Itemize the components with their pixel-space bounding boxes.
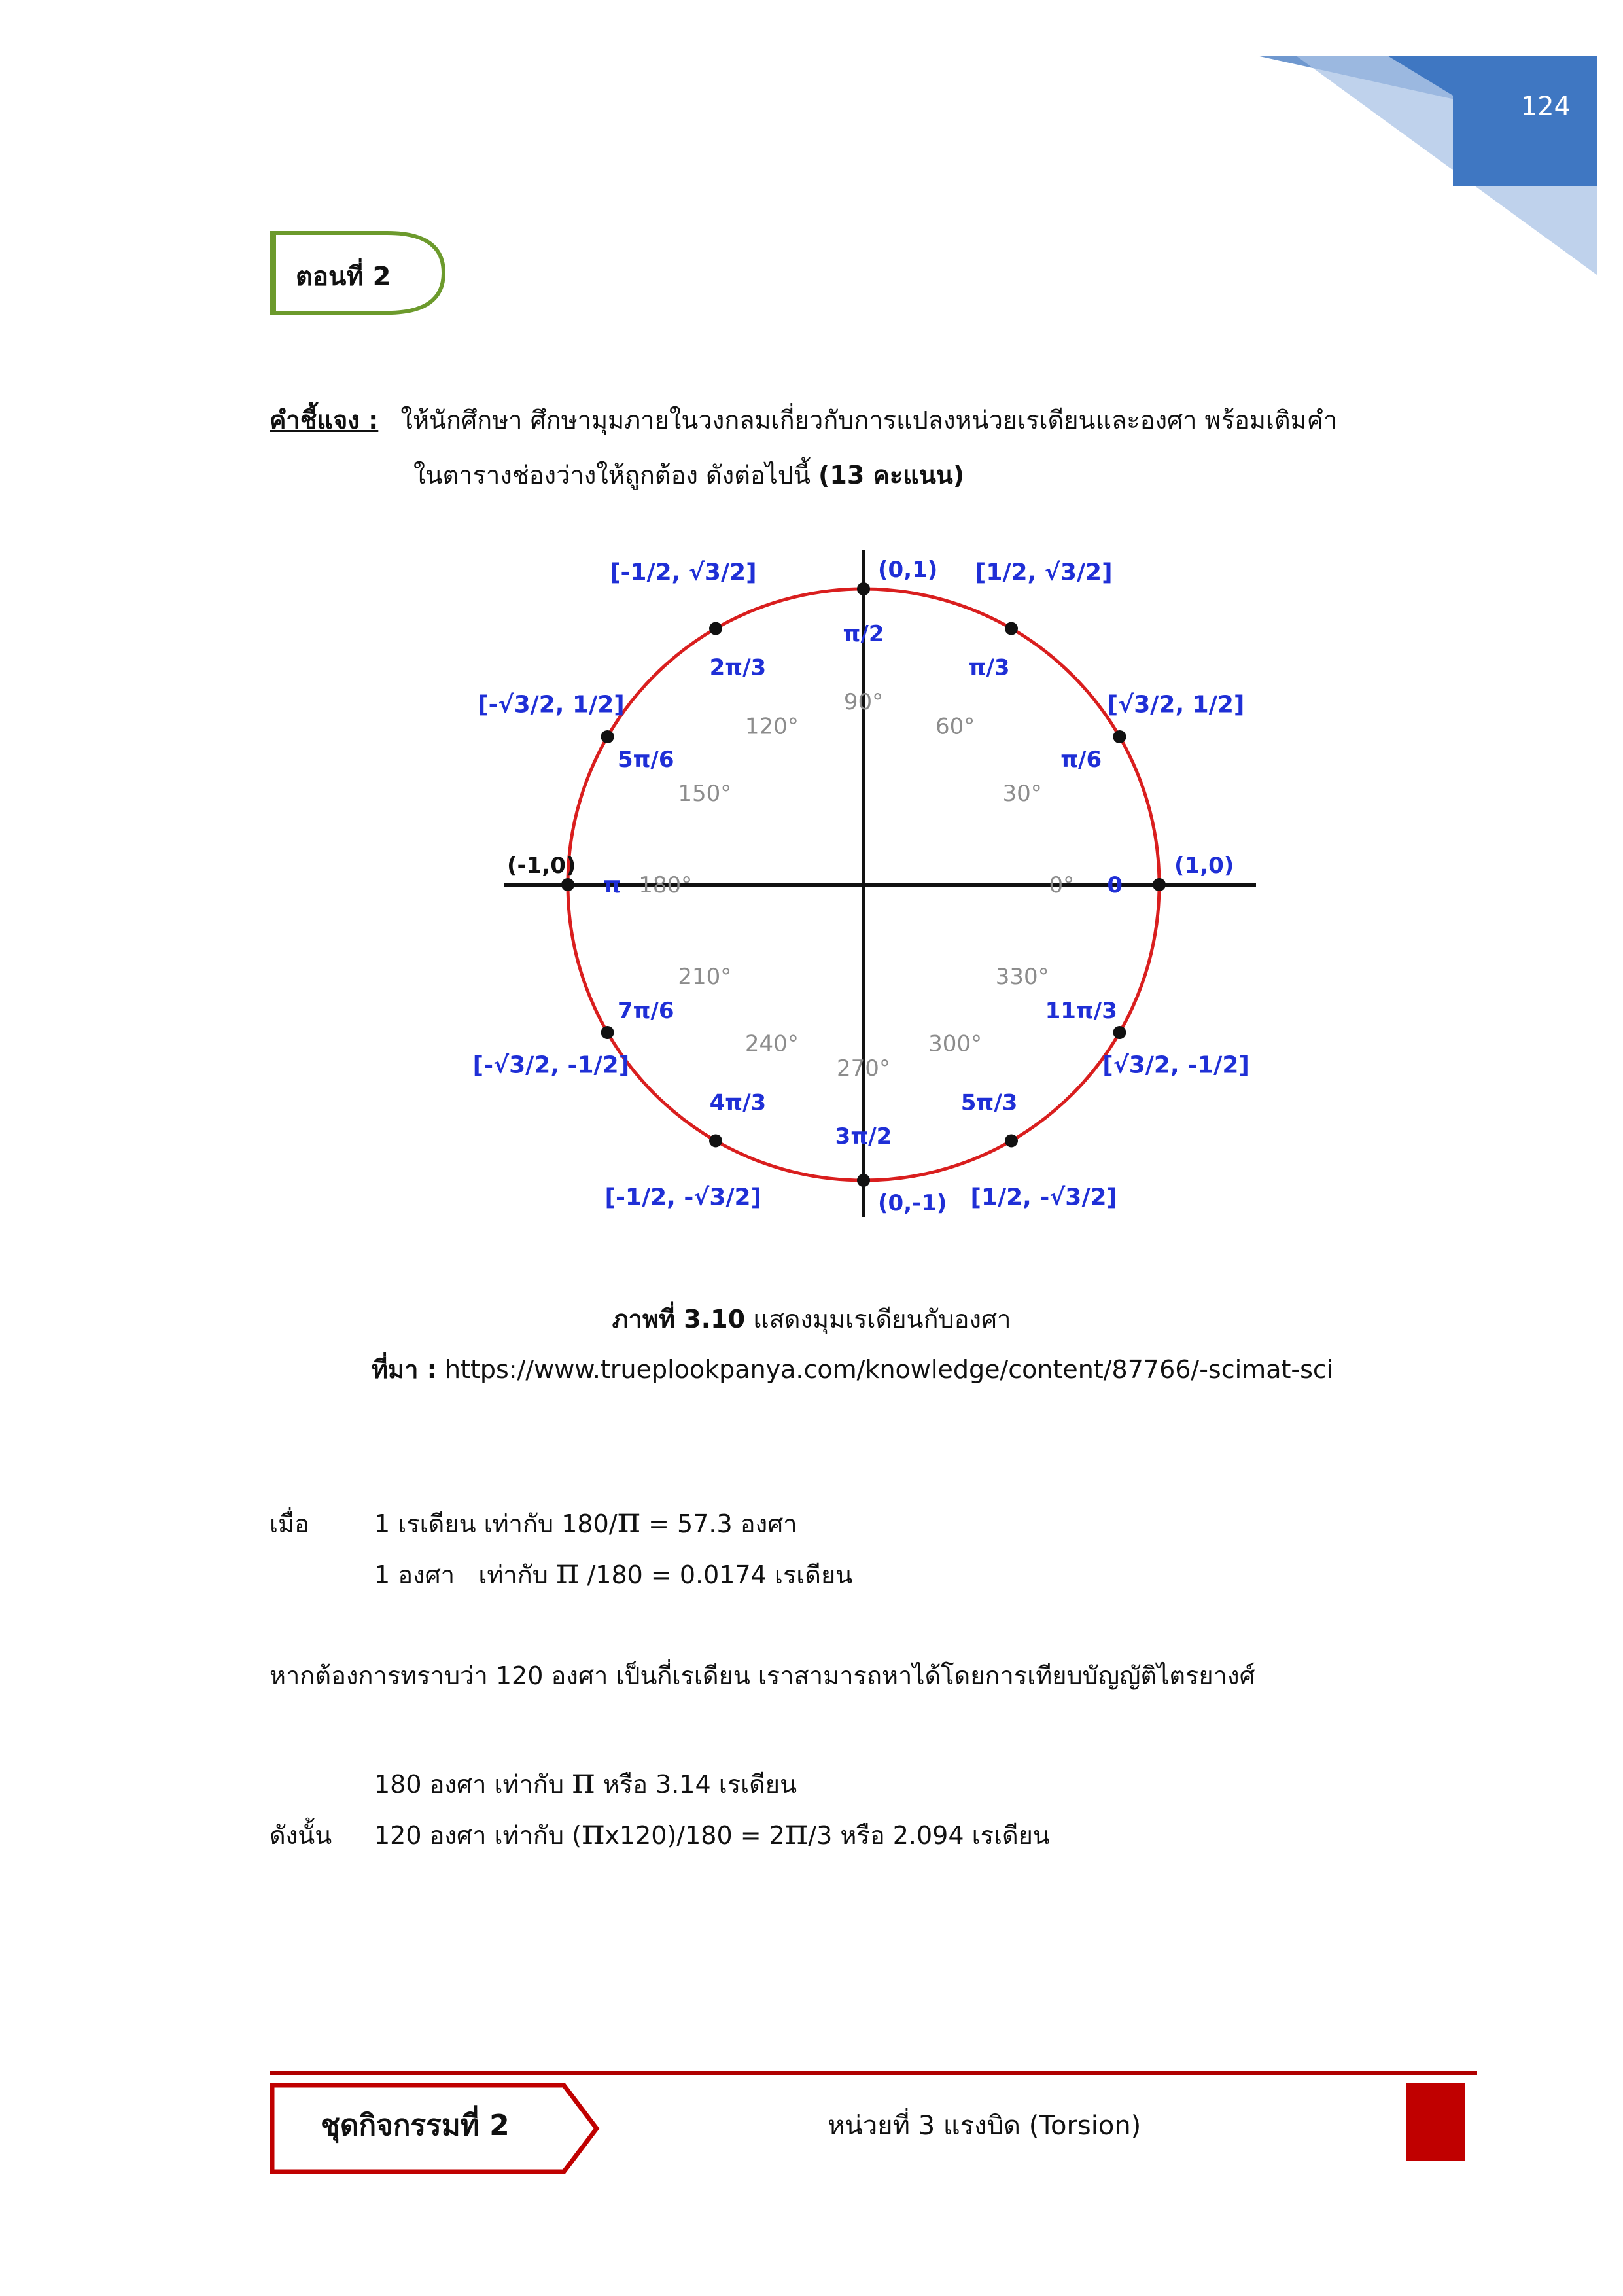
coordinate-label-120: [-1/2, √3/2] [609, 559, 757, 586]
radian-label-180: π [603, 872, 621, 898]
degree-label-210: 210° [678, 964, 732, 991]
point-210 [601, 1026, 614, 1039]
radian-label-120: 2π/3 [709, 654, 767, 681]
radian-label-270: 3π/2 [835, 1123, 892, 1150]
point-60 [1005, 622, 1018, 635]
section-tab [270, 230, 446, 315]
degree-label-90: 90° [843, 688, 884, 715]
footer-activity-label: ชุดกิจกรรมที่ 2 [321, 2109, 510, 2142]
radian-label-240: 4π/3 [709, 1089, 767, 1116]
pi-symbol: π [784, 1811, 809, 1852]
figure-caption-label: ภาพที่ 3.10 [612, 1305, 746, 1333]
degree-label-60: 60° [935, 713, 975, 740]
radian-label-90: π/2 [843, 620, 884, 647]
point-label-bottom: (0,-1) [878, 1190, 947, 1216]
figure-caption [0, 1299, 1623, 1339]
figure-source [372, 1349, 1333, 1389]
coordinate-label-30: [√3/2, 1/2] [1107, 691, 1245, 718]
degree-label-300: 300° [928, 1031, 983, 1057]
radian-label-300: 5π/3 [960, 1089, 1018, 1116]
radian-label-30: π/6 [1060, 746, 1102, 773]
figure-source-label: ที่มา : [372, 1355, 437, 1384]
conversion-line-1 [270, 1500, 797, 1544]
footer-unit-label: หน่วยที่ 3 แรงบิด (Torsion) [828, 2111, 1142, 2141]
point-label-left: (-1,0) [507, 853, 576, 879]
degree-label-240: 240° [744, 1031, 799, 1057]
coordinate-label-210: [-√3/2, -1/2] [472, 1051, 630, 1079]
figure-source-url: https://www.trueplookpanya.com/knowledge/content/87766/-scimat-sci [436, 1355, 1334, 1384]
conversion-line-3 [374, 1760, 797, 1804]
section-tab-label: ตอนที่ 2 [296, 262, 391, 292]
conversion-line-2 [374, 1551, 852, 1595]
point-120 [709, 622, 722, 635]
pi-symbol: π [617, 1500, 641, 1541]
coordinate-label-150: [-√3/2, 1/2] [478, 691, 625, 718]
point-300 [1005, 1134, 1018, 1147]
point-label-right: (1,0) [1174, 853, 1234, 879]
radian-label-330: 11π/3 [1045, 998, 1117, 1025]
degree-label-270: 270° [837, 1055, 890, 1082]
degree-label-180: 180° [638, 872, 693, 898]
coordinate-label-60: [1/2, √3/2] [975, 559, 1113, 586]
conversion-l3a: 180 องศา เท่ากับ [374, 1770, 572, 1799]
footer-red-block [1406, 2083, 1465, 2161]
conversion-l1b: = 57.3 องศา [640, 1510, 797, 1538]
conversion-line-4 [270, 1811, 1050, 1855]
conversion-l2a: 1 องศา เท่ากับ [374, 1561, 556, 1589]
point-330 [1113, 1026, 1126, 1039]
pi-symbol: π [555, 1551, 580, 1592]
conversion-l2b: /180 = 0.0174 เรเดียน [579, 1561, 853, 1589]
conversion-l3b: หรือ 3.14 เรเดียน [595, 1770, 797, 1799]
footer-activity-tab [270, 2083, 603, 2177]
when-label: เมื่อ [270, 1510, 309, 1538]
degree-label-330: 330° [995, 964, 1049, 991]
point-180 [561, 878, 574, 891]
point-90 [857, 582, 870, 595]
corner-decoration [1257, 0, 1623, 281]
instructions-line1: ให้นักศึกษา ศึกษามุมภายในวงกลมเกี่ยวกับการแปลงหน่วยเรเดียนและองศา พร้อมเติมคำ [400, 406, 1338, 434]
conversion-l1a: 1 เรเดียน เท่ากับ 180/ [374, 1510, 618, 1538]
page-number: 124 [1520, 92, 1571, 122]
instructions-score: (13 คะแนน) [818, 461, 965, 489]
conversion-l4b: x120)/180 = 2 [604, 1821, 785, 1850]
conversion-l4a: 120 องศา เท่ากับ ( [374, 1821, 582, 1850]
point-240 [709, 1134, 722, 1147]
unit-circle-diagram [458, 537, 1269, 1230]
radian-label-0: 0 [1107, 872, 1123, 898]
degree-label-150: 150° [678, 780, 732, 807]
radian-label-210: 7π/6 [617, 998, 674, 1025]
point-150 [601, 730, 614, 743]
radian-label-60: π/3 [968, 654, 1010, 681]
coordinate-label-240: [-1/2, -√3/2] [604, 1184, 762, 1211]
pi-symbol: π [581, 1811, 605, 1852]
radian-label-150: 5π/6 [617, 746, 674, 773]
conversion-intro: หากต้องการทราบว่า 120 องศา เป็นกี่เรเดียน เราสามารถหาได้โดยการเทียบบัญญัติไตรยางศ์ [270, 1661, 1255, 1690]
degree-label-30: 30° [1002, 780, 1042, 807]
degree-label-0: 0° [1049, 872, 1075, 898]
coordinate-label-300: [1/2, -√3/2] [970, 1184, 1118, 1211]
footer-rule [270, 2071, 1477, 2075]
figure-caption-text: แสดงมุมเรเดียนกับองศา [745, 1305, 1011, 1333]
conversion-l4c: /3 หรือ 2.094 เรเดียน [808, 1821, 1050, 1850]
instructions-lead: คำชี้แจง : [270, 406, 379, 434]
degree-label-120: 120° [744, 713, 799, 740]
instructions-line2: ในตารางช่องว่างให้ถูกต้อง ดังต่อไปนี้ [413, 461, 819, 489]
instructions [270, 393, 1337, 503]
coordinate-label-330: [√3/2, -1/2] [1102, 1051, 1249, 1079]
point-label-top: (0,1) [878, 557, 938, 583]
therefore-label: ดังนั้น [270, 1821, 332, 1850]
point-30 [1113, 730, 1126, 743]
point-270 [857, 1174, 870, 1187]
pi-symbol: π [572, 1760, 595, 1801]
point-0 [1153, 878, 1166, 891]
